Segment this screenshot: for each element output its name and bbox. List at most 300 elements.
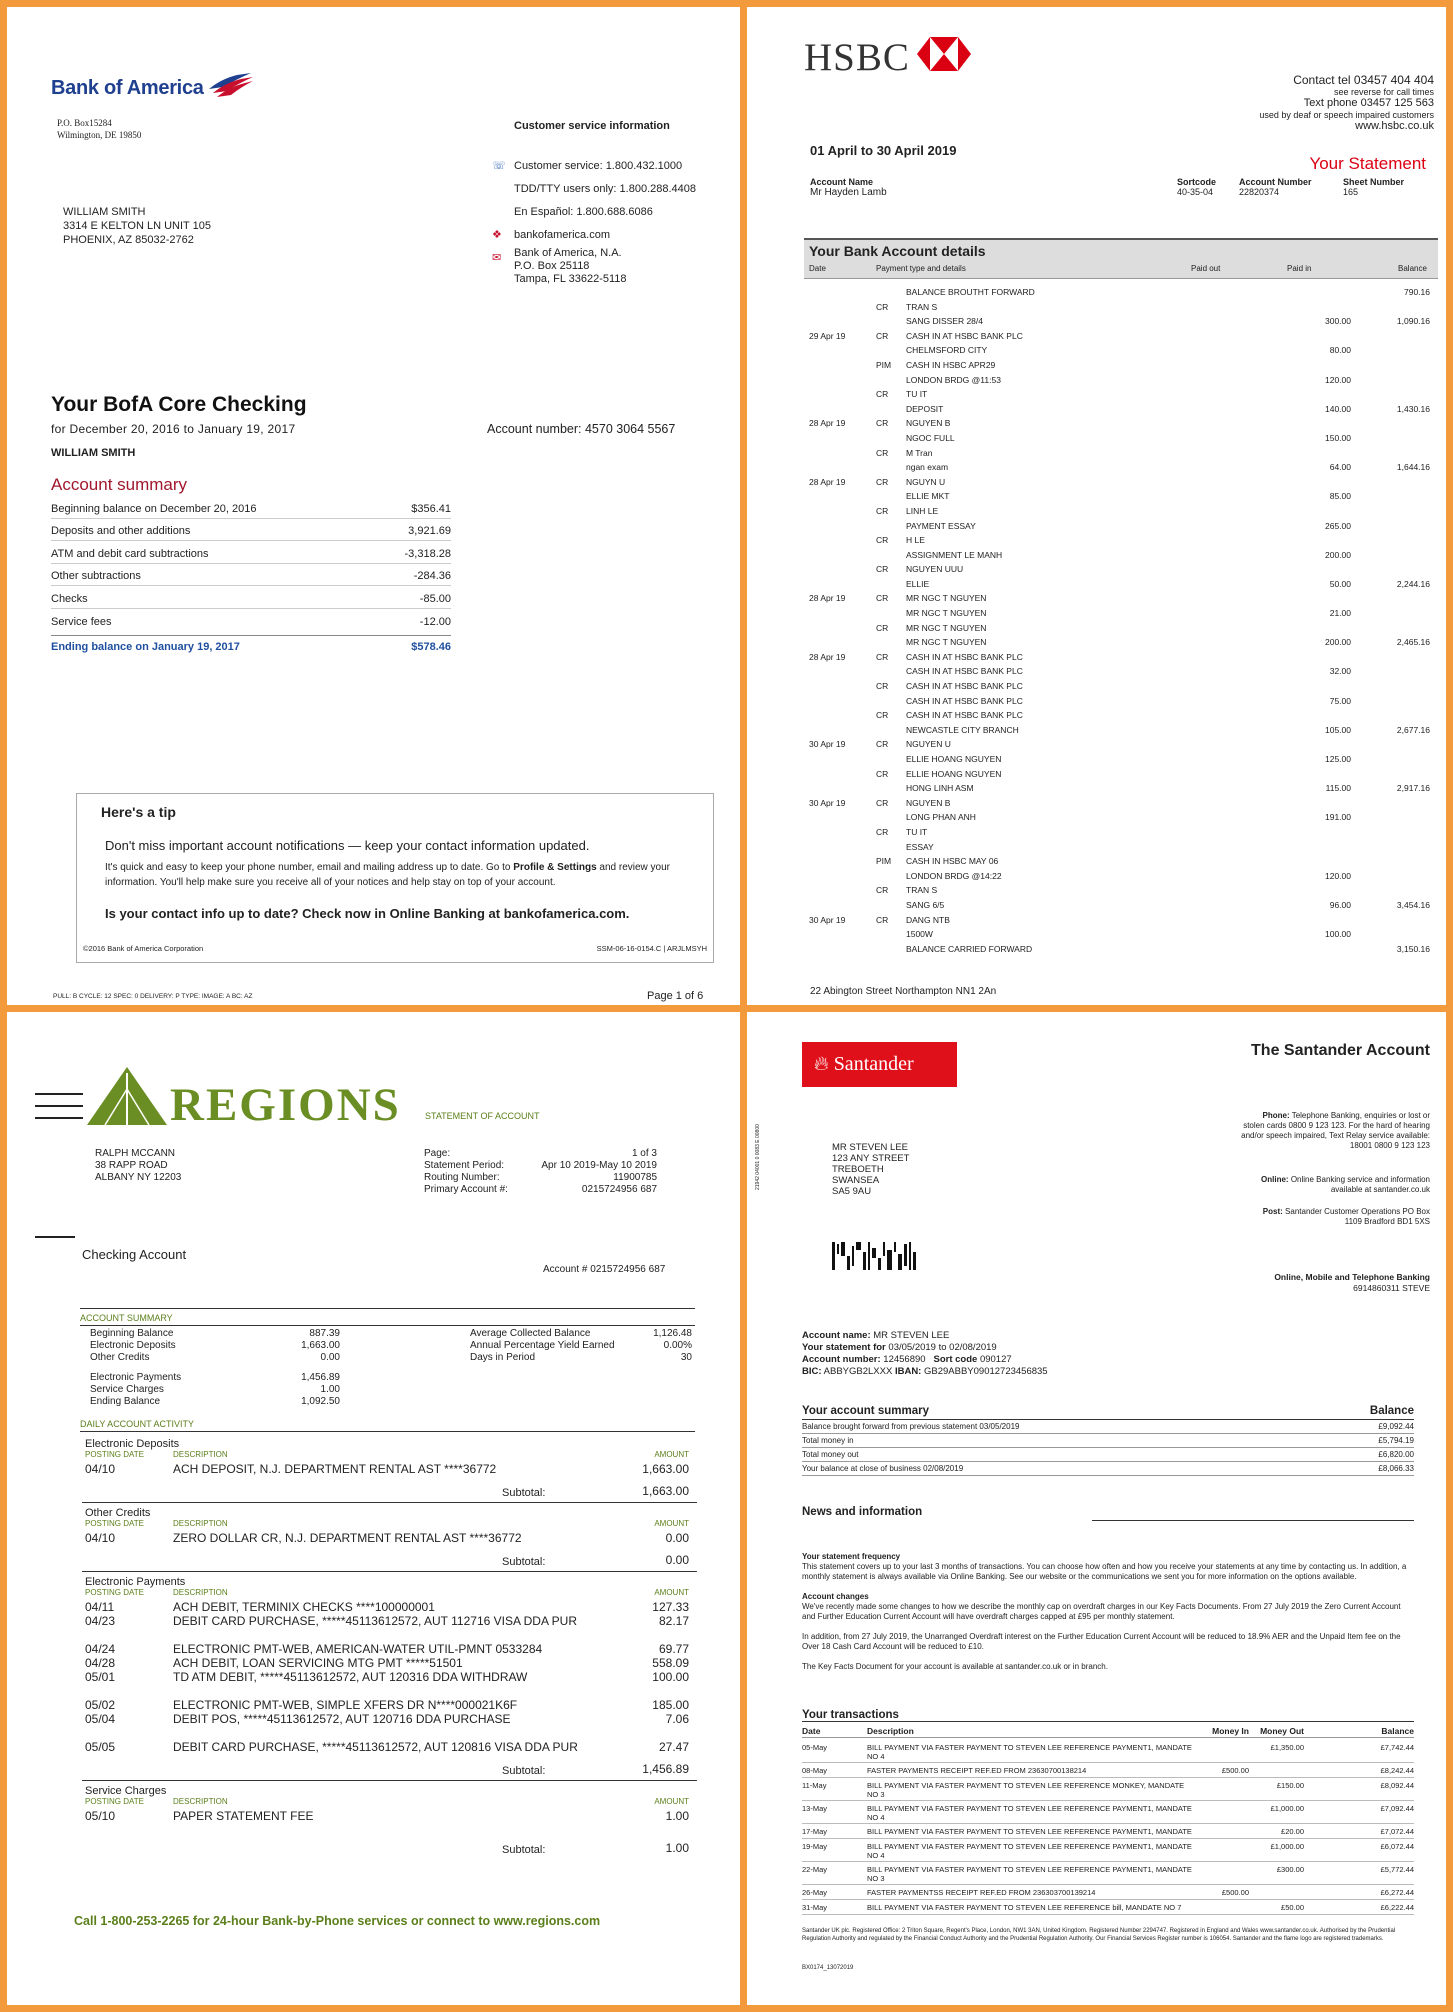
cell: 200.00: [1325, 549, 1351, 560]
table-row: [804, 431, 1438, 446]
summary-value: £6,820.00: [1378, 1450, 1414, 1459]
col-money-out: Money Out: [1260, 1726, 1304, 1736]
regions-customer-address: [95, 1148, 181, 1184]
cell: NGUYEN B: [906, 418, 951, 429]
cell: CR: [876, 505, 889, 516]
address-line: ALBANY NY 12203: [95, 1172, 182, 1183]
phone-label: Phone:: [1262, 1111, 1290, 1120]
hsbc-statement: [747, 7, 1446, 1005]
cell: CR: [876, 768, 889, 779]
cell: BILL PAYMENT VIA FASTER PAYMENT TO STEVEN LEE REFERENCE PAYMENT1, MANDATE NO 4: [867, 1743, 1192, 1761]
cell: 85.00: [1329, 491, 1351, 502]
summary-title: Your account summary: [802, 1405, 929, 1417]
value: 22820374: [1239, 187, 1280, 197]
hsbc-rows: [804, 279, 1438, 956]
cell: £300.00: [1276, 1865, 1304, 1874]
tip-sub-text: and review your information. You'll help make sure you receive all of your notices and help stay on top of your account.: [105, 862, 671, 888]
news-body: [802, 1552, 1414, 1672]
summary-value: 3,921.69: [408, 525, 451, 537]
tx-row: [802, 1764, 1414, 1778]
meta-row: [424, 1148, 657, 1160]
table-row: [804, 606, 1438, 621]
tip-copyright: ©2016 Bank of America Corporation: [83, 944, 204, 953]
row-date: 05/05: [85, 1740, 116, 1754]
cell: BILL PAYMENT VIA FASTER PAYMENT TO STEVEN LEE REFERENCE bill, MANDATE NO 7: [867, 1903, 1182, 1912]
cell: CR: [876, 681, 889, 692]
cell: CR: [876, 710, 889, 721]
bofa-summary-title: Account summary: [51, 475, 188, 494]
row-date: 04/28: [85, 1656, 116, 1670]
tip-title: Here's a tip: [101, 804, 176, 820]
regions-logo-text: REGIONS: [170, 1079, 401, 1131]
summary-label: Other Credits: [90, 1352, 150, 1363]
cell: TU IT: [906, 389, 928, 400]
tip-main: Don't miss important account notifications — keep your contact information updated.: [105, 838, 590, 853]
cell: £6,272.44: [1380, 1888, 1414, 1897]
cell: CR: [876, 447, 889, 458]
cell: CR: [876, 826, 889, 837]
summary-row: [802, 1434, 1414, 1448]
meta-label: Page:: [424, 1148, 451, 1159]
csi-city: Tampa, FL 33622-5118: [514, 273, 627, 285]
col-money-in: Money In: [1212, 1726, 1249, 1736]
cell: 28 Apr 19: [809, 651, 846, 662]
cell: 26-May: [802, 1888, 828, 1897]
cell: 191.00: [1325, 812, 1351, 823]
globe-icon: ❖: [492, 229, 502, 241]
cell: £5,772.44: [1380, 1865, 1414, 1874]
cell: 300.00: [1325, 316, 1351, 327]
cell: £8,092.44: [1380, 1781, 1414, 1790]
row-amount: 185.00: [652, 1698, 689, 1712]
value: GB29ABBY09012723456835: [923, 1366, 1048, 1377]
cell: MR NGC T NGUYEN: [906, 593, 987, 604]
summary-label: Checks: [51, 593, 88, 605]
section-divider: [82, 1780, 697, 1781]
summary-value: $356.41: [411, 503, 451, 515]
cell: BALANCE CARRIED FORWARD: [906, 943, 1033, 954]
row-amount: 1,663.00: [642, 1462, 689, 1476]
table-row: [804, 416, 1438, 431]
label: IBAN:: [894, 1366, 922, 1377]
hsbc-logo-text: HSBC: [804, 36, 910, 79]
regions-daily-title: DAILY ACCOUNT ACTIVITY: [80, 1419, 195, 1429]
cell: PIM: [876, 856, 892, 867]
regions-summary-title: ACCOUNT SUMMARY: [80, 1313, 173, 1323]
subtotal-value: 1,663.00: [642, 1484, 689, 1498]
cell: PIM: [876, 359, 892, 370]
table-row: [804, 840, 1438, 855]
cell: CASH IN AT HSBC BANK PLC: [906, 681, 1023, 692]
value: MR STEVEN LEE: [873, 1330, 950, 1341]
table-row: [804, 387, 1438, 402]
regions-statement-label: STATEMENT OF ACCOUNT: [425, 1111, 540, 1121]
cell: HONG LINH ASM: [906, 783, 974, 794]
summary-row: [90, 1340, 340, 1352]
cell: CR: [876, 535, 889, 546]
table-row: [804, 446, 1438, 461]
table-row: [804, 679, 1438, 694]
cell: CASH IN AT HSBC BANK PLC: [906, 695, 1023, 706]
hsbc-column-headers: [804, 262, 1438, 279]
col-paid-out: Paid out: [1191, 264, 1221, 273]
address-line: MR STEVEN LEE: [832, 1142, 909, 1153]
cell: CR: [876, 593, 889, 604]
cell: SANG DISSER 28/4: [906, 316, 984, 327]
table-row: [804, 664, 1438, 679]
divider: [35, 1236, 75, 1238]
cell: TRAN S: [906, 301, 938, 312]
menu-lines-icon: [35, 1093, 83, 1119]
santander-customer-address: [832, 1142, 909, 1197]
cell: ngan exam: [906, 462, 949, 473]
cell: LONDON BRDG @14:22: [906, 870, 1002, 881]
cell: 2,244.16: [1396, 578, 1430, 589]
table-row: [804, 913, 1438, 928]
row-amount: 1.00: [665, 1809, 689, 1823]
contact-line: Contact tel 03457 404 404: [1293, 73, 1434, 87]
table-row: [804, 796, 1438, 811]
summary-label: Your balance at close of business 02/08/2019: [802, 1464, 964, 1473]
address-line: WILLIAM SMITH: [63, 206, 146, 218]
row-description: ACH DEBIT, TERMINIX CHECKS ****100000001: [173, 1600, 435, 1614]
changes-text: In addition, from 27 July 2019, the Unarranged Overdraft interest on the Further Education Current Account will be reduced to 18.9% AER and the Unpaid Item fee on the Over 18 Cash Card Account will be reduced to £10.: [802, 1632, 1401, 1651]
summary-row: [90, 1396, 340, 1408]
form-code: BX0174_13072019: [802, 1965, 854, 1971]
cell: 28 Apr 19: [809, 593, 846, 604]
hsbc-sortcode: [1177, 177, 1216, 197]
summary-row: [90, 1352, 340, 1364]
hsbc-footer-address: 22 Abington Street Northampton NN1 2An: [810, 986, 997, 997]
table-row: [804, 285, 1438, 300]
summary-row: [51, 548, 451, 564]
summary-row: [802, 1462, 1414, 1476]
summary-header: [802, 1405, 1414, 1420]
table-row: [804, 723, 1438, 738]
cell: CR: [876, 564, 889, 575]
cell: PAYMENT ESSAY: [906, 520, 976, 531]
cell: M Tran: [906, 447, 933, 458]
summary-label: Balance brought forward from previous statement 03/05/2019: [802, 1422, 1020, 1431]
cell: ELLIE HOANG NGUYEN: [906, 754, 1002, 764]
summary-label: Electronic Deposits: [90, 1340, 176, 1351]
cell: 31-May: [802, 1903, 828, 1912]
santander-title: The Santander Account: [1251, 1042, 1430, 1059]
cell: BILL PAYMENT VIA FASTER PAYMENT TO STEVEN LEE REFERENCE PAYMENT1, MANDATE NO 3: [867, 1865, 1192, 1883]
cell: 13-May: [802, 1804, 828, 1813]
santander-summary: [802, 1405, 1414, 1476]
bofa-csi-icons: [492, 155, 506, 270]
table-row: [804, 548, 1438, 563]
summary-label: Electronic Payments: [90, 1372, 182, 1383]
cell: LONG PHAN ANH: [906, 812, 976, 823]
tx-row: [802, 1863, 1414, 1885]
cell: MR NGC T NGUYEN: [906, 622, 987, 633]
table-row: [804, 767, 1438, 782]
santander-account-details: [802, 1330, 1048, 1378]
cell: 115.00: [1325, 783, 1351, 794]
cell: 3,454.16: [1396, 899, 1430, 910]
post-label: Post:: [1262, 1207, 1283, 1216]
cell: LONDON BRDG @11:53: [906, 374, 1001, 385]
summary-label: Service Charges: [90, 1384, 164, 1395]
label: Account Number: [1239, 177, 1312, 187]
label: Account number:: [802, 1354, 881, 1365]
summary-label: Days in Period: [470, 1352, 536, 1363]
address-line: PHOENIX, AZ 85032-2762: [63, 234, 194, 246]
cell: £500.00: [1221, 1888, 1249, 1897]
freq-title: Your statement frequency: [802, 1552, 901, 1561]
cell: 3,150.16: [1396, 943, 1430, 954]
summary-row: [90, 1328, 340, 1340]
value: ABBYGB2LXXX: [823, 1366, 893, 1377]
meta-value: 0215724956 687: [581, 1184, 657, 1195]
summary-label: Ending Balance: [90, 1396, 161, 1407]
section-title: Service Charges: [85, 1785, 167, 1797]
bofa-statement: [7, 7, 740, 1005]
row-date: 05/04: [85, 1712, 116, 1726]
address-line: P.O. Box15284: [57, 118, 112, 128]
hsbc-hexagon-icon: [917, 37, 971, 71]
cell: ELLIE: [906, 578, 930, 589]
cell: ESSAY: [906, 841, 934, 852]
section-title: Electronic Payments: [85, 1576, 186, 1588]
cell: BALANCE BROUTHT FORWARD: [906, 287, 1035, 297]
bofa-period: for December 20, 2016 to January 19, 2017: [51, 422, 296, 436]
cell: 11-May: [802, 1781, 827, 1790]
cell: 120.00: [1325, 374, 1351, 385]
table-row: [804, 883, 1438, 898]
cell: 30 Apr 19: [809, 739, 846, 750]
table-row: [804, 402, 1438, 417]
cell: ELLIE MKT: [906, 491, 950, 502]
tx-row: [802, 1901, 1414, 1915]
summary-left: [90, 1328, 340, 1408]
news-title: [802, 1506, 1414, 1518]
cell: 120.00: [1325, 870, 1351, 881]
table-row: [804, 475, 1438, 490]
bofa-flag-icon: [207, 71, 253, 97]
cell: NGUYEN B: [906, 797, 951, 808]
cell: 28 Apr 19: [809, 476, 846, 487]
row-description: PAPER STATEMENT FEE: [173, 1809, 314, 1823]
col-description: Description: [867, 1726, 914, 1736]
santander-post: [1255, 1207, 1430, 1227]
table-row: [804, 358, 1438, 373]
contact-line: see reverse for call times: [1333, 87, 1434, 97]
summary-row: [470, 1328, 692, 1340]
cell: CR: [876, 389, 889, 400]
bofa-sender-address: [57, 117, 141, 141]
santander-logo-text: Santander: [833, 1053, 914, 1075]
cell: CASH IN AT HSBC BANK PLC: [906, 330, 1023, 341]
phone-text: Telephone Banking, enquiries or lost or stolen cards 0800 9 123 123. For the hard of hearing and/or speech impaired, Text Relay service available: 18001 0800 9 123 123: [1241, 1111, 1430, 1150]
table-row: [804, 314, 1438, 329]
cell: 1,644.16: [1396, 462, 1430, 473]
summary-row: [51, 525, 451, 541]
summary-value: 1,126.48: [653, 1328, 692, 1339]
cell: 790.16: [1404, 287, 1430, 297]
santander-omt: [1274, 1272, 1430, 1294]
subtotal-value: 1,456.89: [642, 1762, 689, 1776]
cell: CR: [876, 885, 889, 896]
cell: £7,742.44: [1380, 1743, 1414, 1752]
summary-value: £5,794.19: [1378, 1436, 1414, 1445]
santander-logo: [802, 1042, 957, 1087]
santander-statement: [747, 1012, 1446, 2005]
col-amount: AMOUNT: [654, 1797, 689, 1806]
barcode-icon: [832, 1242, 916, 1270]
table-row: [804, 737, 1438, 752]
cell: BILL PAYMENT VIA FASTER PAYMENT TO STEVEN LEE REFERENCE PAYMENT1, MANDATE: [867, 1827, 1192, 1836]
legal-text: Santander UK plc. Registered Office: 2 Triton Square, Regent's Place, London, NW1 3AN, United Kingdom. Registered Number 2294747. Registered in England and Wales www.santander.co.uk. Authorised by the Prudential Regulation Authority and regulated by the Financial Conduct Authority and the Prudential Regulation Authority. Our Financial Services Register number is 106054. Santander and the flame logo are registered trademarks.: [802, 1928, 1396, 1942]
subtotal-label: Subtotal:: [502, 1765, 546, 1777]
label: BIC:: [802, 1366, 822, 1377]
col-details: Payment type and details: [876, 264, 966, 273]
cell: BILL PAYMENT VIA FASTER PAYMENT TO STEVEN LEE REFERENCE MONKEY, MANDATE NO 3: [867, 1781, 1185, 1799]
summary-row: [51, 570, 451, 586]
table-row: [804, 694, 1438, 709]
cell: 17-May: [802, 1827, 828, 1836]
section-title: Other Credits: [85, 1507, 151, 1519]
meta-row: [424, 1184, 657, 1196]
cell: 200.00: [1325, 637, 1351, 648]
cell: £50.00: [1281, 1903, 1304, 1912]
cell: CR: [876, 330, 889, 341]
meta-row: [424, 1172, 657, 1184]
cell: 64.00: [1329, 462, 1351, 473]
subtotal-label: Subtotal:: [502, 1556, 546, 1568]
row-date: 05/02: [85, 1698, 116, 1712]
cell: CASH IN AT HSBC BANK PLC: [906, 666, 1023, 677]
cell: 2,917.16: [1396, 783, 1430, 794]
table-row: [804, 810, 1438, 825]
tx-row: [802, 1779, 1414, 1801]
cell: £7,072.44: [1380, 1827, 1414, 1836]
value: 165: [1343, 187, 1359, 197]
label: Your statement for: [802, 1342, 886, 1353]
table-row: [804, 927, 1438, 942]
col-amount: AMOUNT: [654, 1450, 689, 1459]
table-row: [804, 373, 1438, 388]
tx-row: [802, 1825, 1414, 1839]
table-row: [804, 898, 1438, 913]
address-line: Wilmington, DE 19850: [57, 130, 142, 140]
summary-label: Total money out: [802, 1450, 859, 1459]
csi-website[interactable]: bankofamerica.com: [514, 229, 610, 241]
cell: MR NGC T NGUYEN: [906, 608, 987, 619]
section-divider: [82, 1502, 697, 1503]
cell: CR: [876, 418, 889, 429]
section-title: Electronic Deposits: [85, 1438, 180, 1450]
cell: ASSIGNMENT LE MANH: [906, 549, 1003, 560]
summary-value: 1,456.89: [301, 1372, 340, 1383]
summary-value: $578.46: [411, 641, 451, 653]
meta-value: Apr 10 2019-May 10 2019: [541, 1160, 657, 1171]
cell: 1,430.16: [1396, 403, 1430, 414]
cell: 2,677.16: [1396, 724, 1430, 735]
summary-value: 887.39: [309, 1328, 340, 1339]
contact-line: Text phone 03457 125 563: [1303, 97, 1434, 109]
hsbc-account-name: [810, 177, 887, 198]
row-amount: 558.09: [652, 1656, 689, 1670]
omt-title: Online, Mobile and Telephone Banking: [1274, 1272, 1430, 1282]
cell: CR: [876, 739, 889, 750]
cell: FASTER PAYMENTSS RECEIPT REF.ED FROM 236303700139214: [867, 1888, 1096, 1897]
tip-profile-link[interactable]: Profile & Settings: [513, 862, 597, 873]
row-description: ZERO DOLLAR CR, N.J. DEPARTMENT RENTAL AST ****36772: [173, 1531, 522, 1545]
cell: 80.00: [1329, 345, 1351, 356]
value: 03/05/2019 to 02/08/2019: [888, 1342, 997, 1353]
cell: 1500W: [906, 929, 933, 940]
tx-row: [802, 1802, 1414, 1824]
bofa-csi-lines: [514, 155, 696, 286]
summary-value: £8,066.33: [1378, 1464, 1414, 1473]
label: Sortcode: [1177, 177, 1217, 187]
row-amount: 100.00: [652, 1670, 689, 1684]
summary-value: 1.00: [320, 1384, 340, 1395]
label: Account name:: [802, 1330, 871, 1341]
table-row: [804, 533, 1438, 548]
address-line: SA5 9AU: [832, 1186, 872, 1197]
row-description: TD ATM DEBIT, *****45113612572, AUT 120316 DDA WITHDRAW: [173, 1670, 528, 1684]
col-description: DESCRIPTION: [173, 1519, 228, 1528]
regions-account-ref: Account # 0215724956 687: [543, 1264, 666, 1275]
address-line: 38 RAPP ROAD: [95, 1160, 168, 1171]
summary-value: -284.36: [413, 570, 451, 582]
cell: 08-May: [802, 1766, 828, 1775]
address-line: TREBOETH: [832, 1164, 884, 1175]
cell: LINH LE: [906, 505, 939, 516]
csi-po-box: P.O. Box 25118: [514, 260, 590, 272]
online-label: Online:: [1261, 1175, 1289, 1184]
contact-website[interactable]: www.hsbc.co.uk: [1355, 120, 1434, 132]
cell: 75.00: [1329, 695, 1351, 706]
freq-text: This statement covers up to your last 3 months of transactions. You can choose how often and how you receive your statements at any time by contacting us. In addition, a monthly statement is always available via Online Banking. See our website or the communications we sent you for more information on the options available.: [802, 1562, 1407, 1581]
bofa-footer-codes: PULL: B CYCLE: 12 SPEC: 0 DELIVERY: P TYPE: IMAGE: A BC: AZ: [53, 993, 253, 1000]
bofa-holder: WILLIAM SMITH: [51, 447, 136, 459]
changes-text: The Key Facts Document for your account is available at santander.co.uk or in branch.: [802, 1662, 1108, 1671]
summary-ending-row: [51, 635, 451, 656]
tip-code: SSM-06-16-0154.C | ARJLMSYH: [596, 944, 707, 953]
col-posting-date: POSTING DATE: [85, 1797, 144, 1806]
news-title-text: News and information: [802, 1506, 923, 1518]
col-posting-date: POSTING DATE: [85, 1588, 144, 1597]
hsbc-contact: [1259, 74, 1434, 133]
table-row: [804, 460, 1438, 475]
csi-bank-name: Bank of America, N.A.: [514, 247, 622, 259]
col-amount: AMOUNT: [654, 1588, 689, 1597]
tx-column-headers: [802, 1726, 1414, 1738]
row-description: DEBIT CARD PURCHASE, *****45113612572, AUT 120816 VISA DDA PUR: [173, 1740, 578, 1754]
table-row: [804, 329, 1438, 344]
bofa-customer-address: [63, 205, 211, 247]
row-description: ACH DEBIT, LOAN SERVICING MTG PMT *****51501: [173, 1656, 463, 1670]
summary-label: Average Collected Balance: [470, 1328, 591, 1339]
table-row: [804, 869, 1438, 884]
cell: 100.00: [1325, 929, 1351, 940]
table-row: [804, 489, 1438, 504]
table-row: [804, 300, 1438, 315]
cell: DEPOSIT: [906, 403, 944, 414]
cell: 2,465.16: [1396, 637, 1430, 648]
cell: CASH IN AT HSBC BANK PLC: [906, 651, 1023, 662]
hsbc-your-statement: Your Statement: [1309, 154, 1426, 173]
table-row: [804, 635, 1438, 650]
cell: £8,242.44: [1380, 1766, 1414, 1775]
subtotal-label: Subtotal:: [502, 1487, 546, 1499]
cell: CASH IN HSBC MAY 06: [906, 856, 999, 867]
